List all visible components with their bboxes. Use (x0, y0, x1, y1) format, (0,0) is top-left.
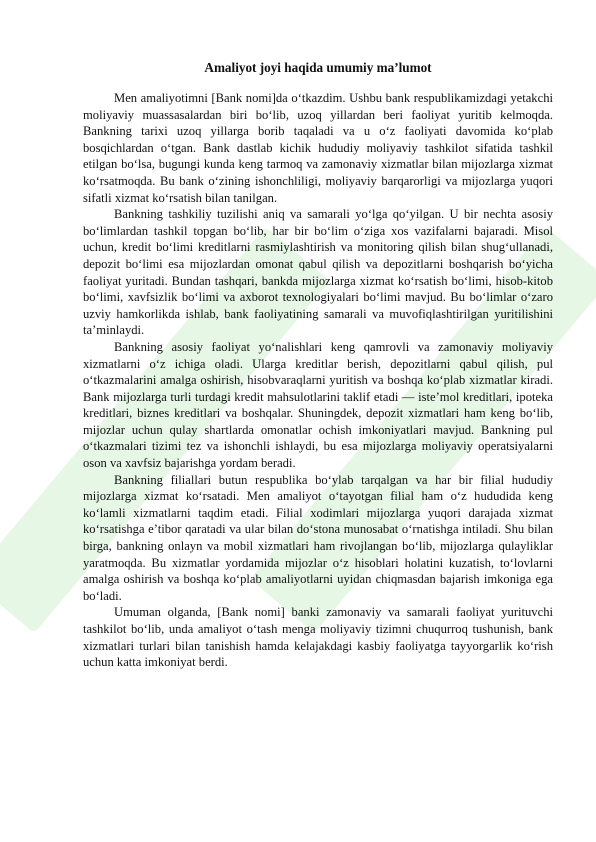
paragraph: Umuman olganda, [Bank nomi] banki zamonaviy va samarali faoliyat yurituvchi tashkilot bo‘lib, unda amaliyot o‘tash menga moliyaviy tizimni chuqurroq tushunish, bank xizmatlari turlari bilan tanishish hamda kelajakdagi kasbiy faoliyatga tayyorgarlik ko‘rish uchun katta imkoniyat berdi. (83, 605, 553, 670)
paragraph: Bankning asosiy faoliyat yo‘nalishlari keng qamrovli va zamonaviy moliyaviy xizmatlarni o‘z ichiga oladi. Ularga kreditlar berish, depozitlarni qabul qilish, pul o‘tkazmalarini amalga oshirish, hisobvaraqlarni yuritish va boshqa ko‘plab xizmatlar kiradi. Bank mijozlarga turli turdagi kredit mahsulotlarini taklif etadi — iste’mol kreditlari, ipoteka kreditlari, biznes kreditlari va boshqalar. Shuningdek, depozit xizmatlari ham keng bo‘lib, mijozlar uchun qulay shartlarda omonatlar ochish imkoniyatlari mavjud. Bankning pul o‘tkazmalari tizimi tez va ishonchli ishlaydi, bu esa mijozlarga moliyaviy operatsiyalarni oson va xavfsiz bajarishga yordam beradi. (83, 339, 553, 471)
paragraph: Men amaliyotimni [Bank nomi]da o‘tkazdim. Ushbu bank respublikamizdagi yetakchi moliyaviy muassasalardan biri bo‘lib, uzoq yillardan beri faoliyat yuritib kelmoqda. Bankning tarixi uzoq yillarga borib taqaladi va u o‘z faoliyati davomida ko‘plab bosqichlardan o‘tgan. Bank dastlab kichik hududiy moliyaviy tashkilot sifatida tashkil etilgan bo‘lsa, bugungi kunda keng tarmoq va zamonaviy xizmatlar bilan mijozlarga xizmat ko‘rsatmoqda. Bu bank o‘zining ishonchliligi, moliyaviy barqarorligi va mijozlarga yuqori sifatli xizmat ko‘rsatish bilan tanilgan. (83, 91, 553, 205)
paragraph: Bankning tashkiliy tuzilishi aniq va samarali yo‘lga qo‘yilgan. U bir nechta asosiy bo‘limlardan tashkil topgan bo‘lib, har bir bo‘lim o‘ziga xos vazifalarni bajaradi. Misol uchun, kredit bo‘limi kreditlarni rasmiylashtirish va monitoring qilish bilan shug‘ullanadi, depozit bo‘limi esa mijozlardan omonat qabul qilish va depozitlarni boshqarish bo‘yicha faoliyat yuritadi. Bundan tashqari, bankda mijozlarga xizmat ko‘rsatish bo‘limi, hisob-kitob bo‘limi, xavfsizlik bo‘limi va axborot texnologiyalari bo‘limi mavjud. Bu bo‘limlar o‘zaro uzviy hamkorlikda ishlab, bank faoliyatining samarali va muvofiqlashtirilgan yuritilishini ta’minlaydi. (83, 207, 553, 338)
paragraph: Bankning filiallari butun respublika bo‘ylab tarqalgan va har bir filial hududiy mijozlarga xizmat ko‘rsatadi. Men amaliyot o‘tayotgan filial ham o‘z hududida keng ko‘lamli xizmatlarni taqdim etadi. Filial xodimlari mijozlarga yuqori darajada xizmat ko‘rsatishga e’tibor qaratadi va ular bilan do‘stona munosabat o‘rnatishga intiladi. Shu bilan birga, bankning onlayn va mobil xizmatlari ham rivojlangan bo‘lib, mijozlarga qulayliklar yaratmoqda. Bu xizmatlar yordamida mijozlar o‘z hisoblari holatini kuzatish, to‘lovlarni amalga oshirish va boshqa ko‘plab amaliyotlarni uyidan chiqmasdan bajarish imkoniga ega bo‘ladi. (83, 472, 553, 603)
document-page (83, 60, 553, 671)
document-title: Amaliyot joyi haqida umumiy ma’lumot (204, 60, 432, 75)
